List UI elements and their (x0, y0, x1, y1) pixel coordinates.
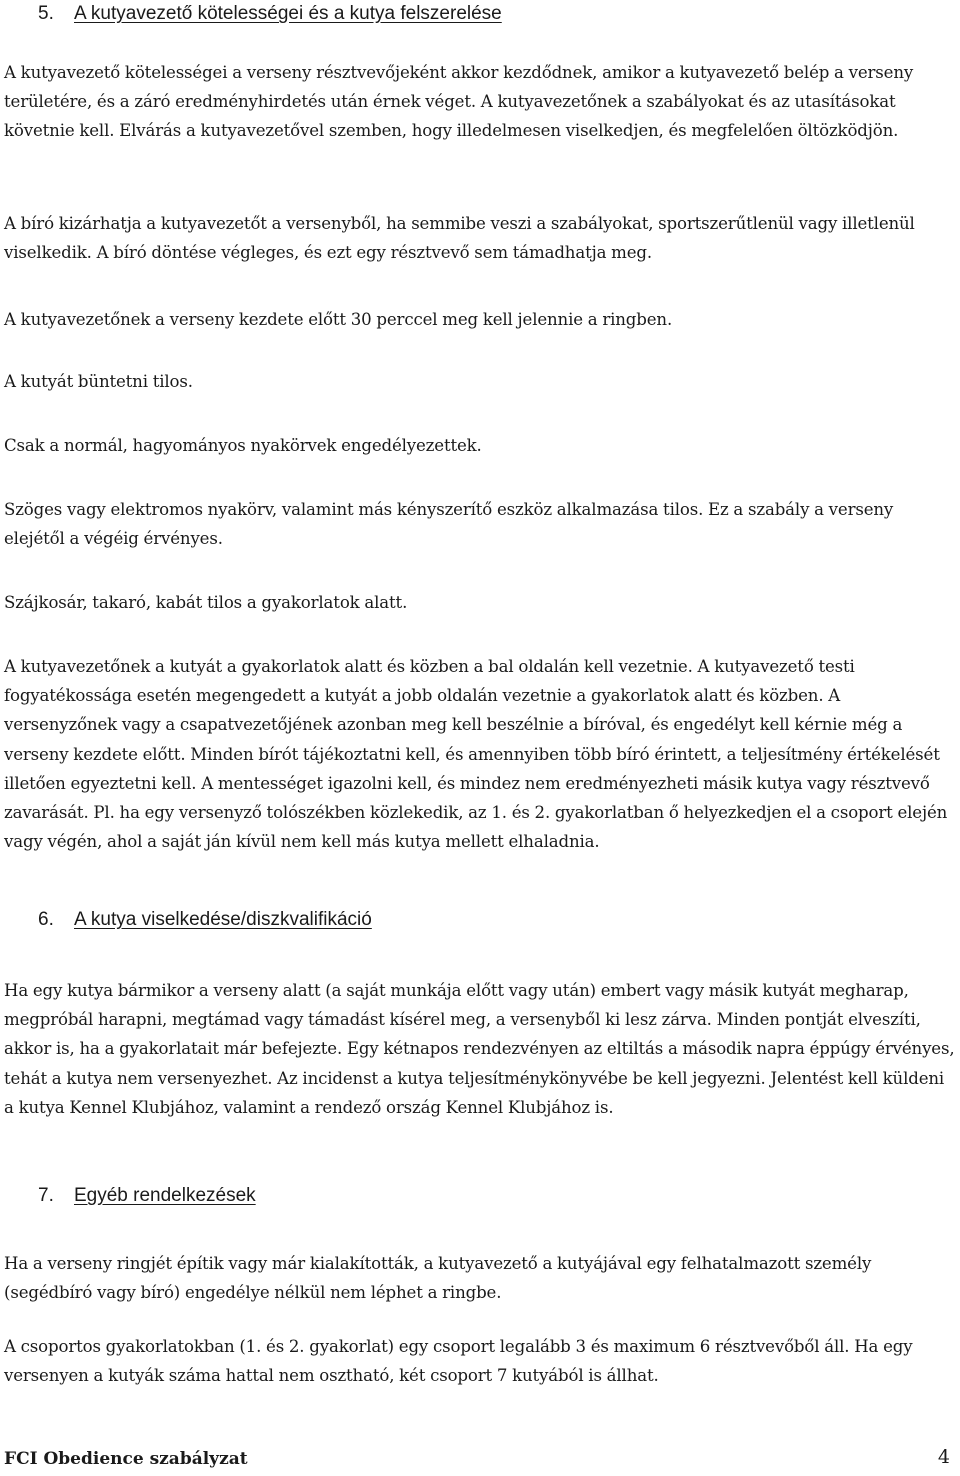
paragraph: Ha egy kutya bármikor a verseny alatt (a saját munkája előtt vagy után) embert vagy másik kutyát megharap, megpróbál harapni, megtámad vagy támadást kísérel meg, a versenyből ki lesz zárva. Minden pontját elveszíti, akkor is, ha a gyakorlatait már befejezte. Egy kétnapos rendezvényen az eltiltás a második napra éppúgy érvényes, tehát a kutya nem versenyezhet. Az incidenst a kutya teljesítménykönyvébe be kell jegyezni. Jelentést kell küldeni a kutya Kennel Klubjához, valamint a rendező ország Kennel Klubjához is. (4, 981, 955, 1117)
paragraph: A kutyavezetőnek a kutyát a gyakorlatok alatt és közben a bal oldalán kell vezetnie. A kutyavezető testi fogyatékossága esetén megengedett a kutyát a jobb oldalán vezetnie a gyakorlatok alatt és közben. A versenyzőnek vagy a csapatvezetőjének azonban meg kell beszélnie a bíróval, és engedélyt kell kérnie még a verseny kezdete előtt. Minden bírót tájékoztatni kell, és amennyiben több bíró érintett, a teljesítmény értékelését illetően egyeztetni kell. A mentességet igazolni kell, és mindez nem eredményezheti másik kutya vagy résztvevő zavarását. Pl. ha egy versenyző tolószékben közlekedik, az 1. és 2. gyakorlatban ő helyezkedjen el a csoport elején vagy végén, ahol a saját ján kívül nem kell más kutya mellett elhaladnia. (4, 657, 948, 852)
section-number: 7. (38, 1185, 54, 1206)
section-heading-7 (38, 1184, 256, 1208)
section-title: A kutya viselkedése/diszkvalifikáció (74, 909, 372, 930)
section-title: A kutyavezető kötelességei és a kutya felszerelése (74, 3, 502, 24)
section-number: 5. (38, 3, 54, 24)
section-heading-6 (38, 908, 372, 932)
paragraph: Szájkosár, takaró, kabát tilos a gyakorlatok alatt. (4, 593, 408, 612)
paragraph: A kutyavezető kötelességei a verseny résztvevőjeként akkor kezdődnek, amikor a kutyavezető belép a verseny területére, és a záró eredményhirdetés után érnek véget. A kutyavezetőnek a szabályokat és az utasításokat követnie kell. Elvárás a kutyavezetővel szemben, hogy illedelmesen viselkedjen, és megfelelően öltözködjön. (4, 63, 914, 141)
paragraph: A bíró kizárhatja a kutyavezetőt a versenyből, ha semmibe veszi a szabályokat, sportszerűtlenül vagy illetlenül viselkedik. A bíró döntése végleges, és ezt egy résztvevő sem támadhatja meg. (4, 214, 915, 263)
section-heading-5 (38, 2, 502, 26)
paragraph: A kutyavezetőnek a verseny kezdete előtt 30 perccel meg kell jelennie a ringben. (4, 310, 673, 329)
footer-title: FCI Obedience szabályzat (4, 1449, 248, 1469)
paragraph: A kutyát büntetni tilos. (4, 372, 193, 391)
section-number: 6. (38, 909, 54, 930)
paragraph: Ha a verseny ringjét építik vagy már kialakították, a kutyavezető a kutyájával egy felhatalmazott személy (segédbíró vagy bíró) engedélye nélkül nem léphet a ringbe. (4, 1254, 872, 1303)
paragraph: Szöges vagy elektromos nyakörv, valamint más kényszerítő eszköz alkalmazása tilos. Ez a szabály a verseny elejétől a végéig érvényes. (4, 500, 894, 549)
paragraph: Csak a normál, hagyományos nyakörvek engedélyezettek. (4, 436, 482, 455)
page-number: 4 (937, 1446, 950, 1468)
section-title: Egyéb rendelkezések (74, 1185, 256, 1206)
paragraph: A csoportos gyakorlatokban (1. és 2. gyakorlat) egy csoport legalább 3 és maximum 6 résztvevőből áll. Ha egy versenyen a kutyák száma hattal nem osztható, két csoport 7 kutyából is állhat. (4, 1337, 913, 1386)
